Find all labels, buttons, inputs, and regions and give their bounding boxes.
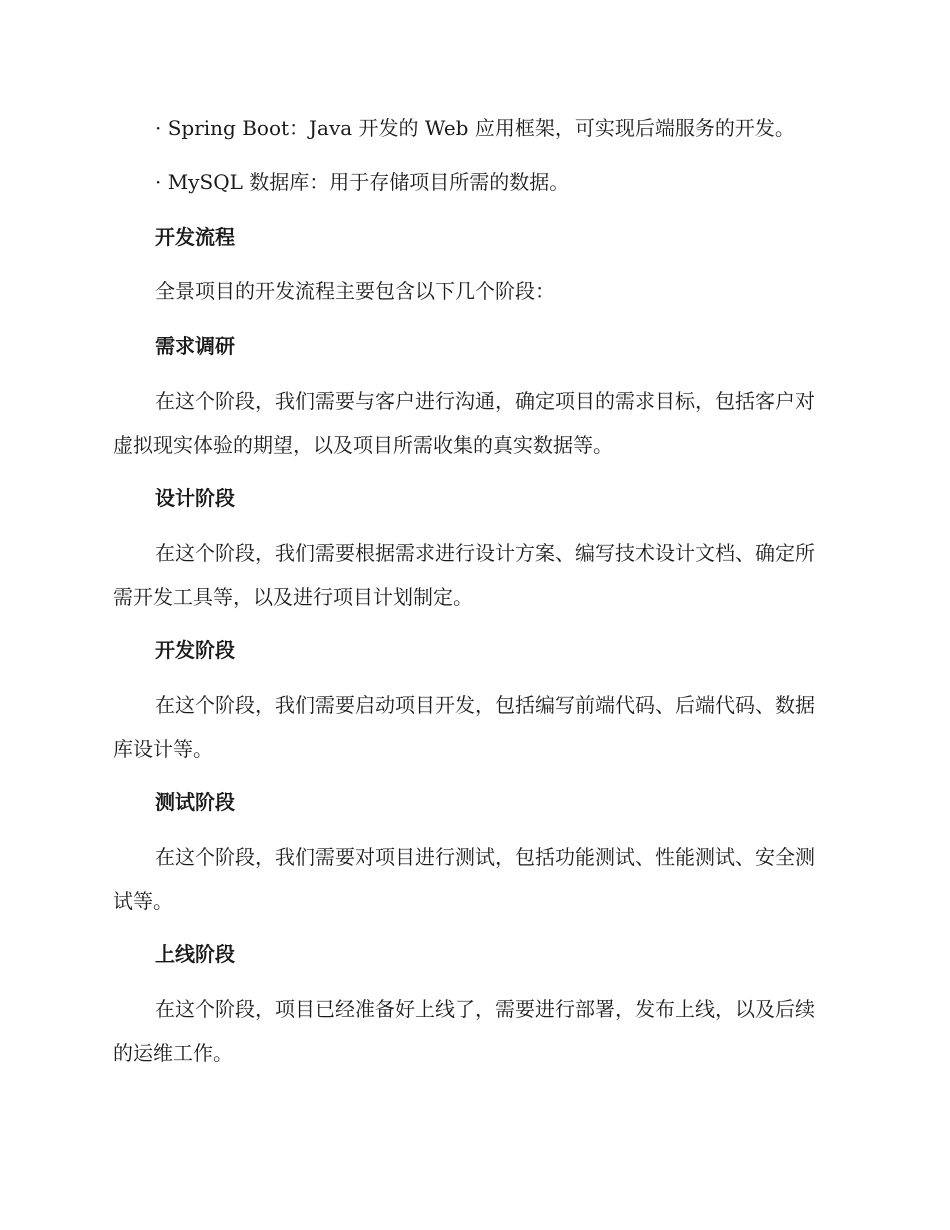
stage-title-design: 设计阶段 xyxy=(155,486,235,510)
section-title: 开发流程 xyxy=(155,225,235,249)
stage-text-requirements: 在这个阶段，我们需要与客户进行沟通，确定项目的需求目标，包括客户对虚拟现实体验的期望，以及项目所需收集的真实数据等。 xyxy=(113,389,815,457)
stage-title-testing: 测试阶段 xyxy=(155,790,235,814)
intro-paragraph: 全景项目的开发流程主要包含以下几个阶段： xyxy=(155,279,555,303)
stage-text-launch: 在这个阶段，项目已经准备好上线了，需要进行部署，发布上线，以及后续的运维工作。 xyxy=(113,997,815,1065)
bullet-spring-boot: · Spring Boot：Java 开发的 Web 应用框架，可实现后端服务的开发。 xyxy=(155,116,795,140)
stage-title-requirements: 需求调研 xyxy=(155,334,235,358)
stage-title-launch: 上线阶段 xyxy=(155,942,235,966)
stage-text-testing: 在这个阶段，我们需要对项目进行测试，包括功能测试、性能测试、安全测试等。 xyxy=(113,845,815,913)
stage-title-development: 开发阶段 xyxy=(155,638,235,662)
bullet-mysql: · MySQL 数据库：用于存储项目所需的数据。 xyxy=(155,170,570,194)
stage-text-design: 在这个阶段，我们需要根据需求进行设计方案、编写技术设计文档、确定所需开发工具等，以及进行项目计划制定。 xyxy=(113,541,815,609)
stage-text-development: 在这个阶段，我们需要启动项目开发，包括编写前端代码、后端代码、数据库设计等。 xyxy=(113,693,815,761)
